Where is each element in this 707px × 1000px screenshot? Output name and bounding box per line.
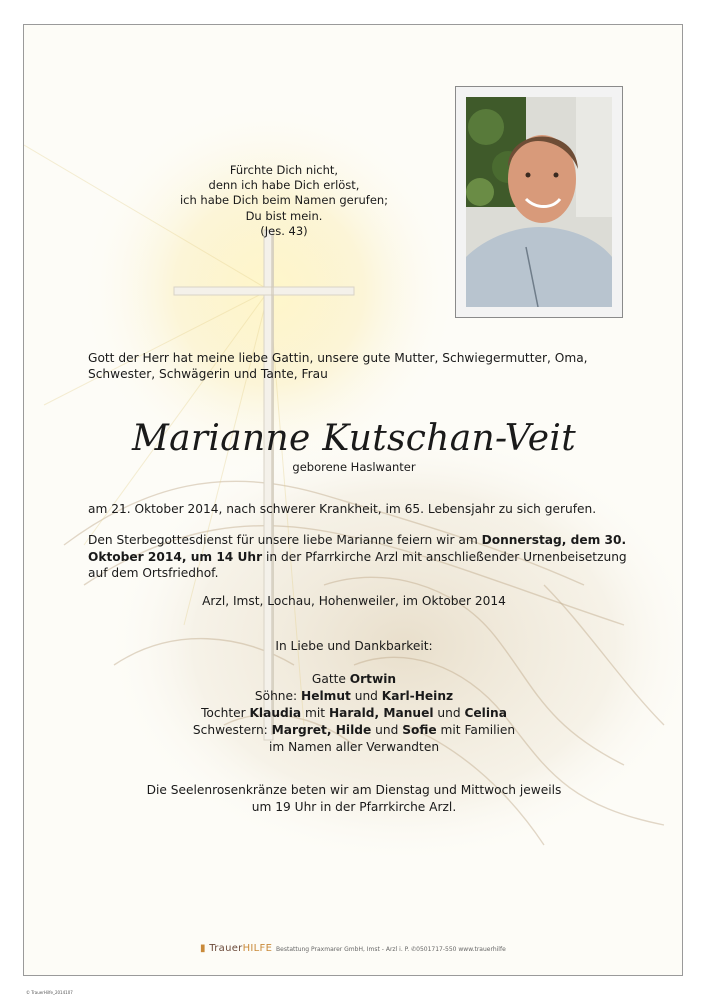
intro-text: Gott der Herr hat meine liebe Gattin, unsere gute Mutter, Schwiegermutter, Oma, Schwester, Schwägerin und Tante, Frau: [88, 351, 588, 381]
sisters-line: [24, 722, 683, 739]
service-text: Den Sterbegottesdienst für unsere liebe Marianne feiern wir am: [88, 533, 482, 547]
label: mit: [301, 706, 329, 720]
label: und: [371, 723, 403, 737]
copyright-note: © TrauerHilfe_2014107: [26, 990, 73, 995]
daughter-line: [24, 705, 683, 722]
thanks-heading: In Liebe und Dankbarkeit:: [275, 639, 433, 653]
label: Tochter: [201, 706, 250, 720]
logo-text: HILFE: [242, 943, 273, 954]
trauerhilfe-logo: [200, 943, 272, 954]
bible-verse: [174, 163, 394, 239]
rosary-line: Die Seelenrosenkränze beten wir am Dienstag und Mittwoch jeweils: [146, 783, 562, 797]
name: Margret, Hilde: [271, 723, 372, 737]
place-and-date: Arzl, Imst, Lochau, Hohenweiler, im Oktober 2014: [202, 594, 506, 608]
footer-contact: Bestattung Praxmarer GmbH, Imst - Arzl i. P. ✆0501717-550 www.trauerhilfe: [276, 946, 506, 953]
verse-reference: (Jes. 43): [260, 223, 308, 238]
service-text: in der Pfarrkirche Arzl mit anschließender Urnenbeisetzung auf dem Ortsfriedhof.: [88, 549, 627, 580]
portrait-image: [466, 97, 612, 307]
obituary-card: [23, 24, 683, 976]
name: Sofie: [402, 723, 437, 737]
label: Gatte: [311, 672, 350, 686]
logo-text: Trauer: [209, 943, 243, 954]
verse-line: Du bist mein.: [245, 208, 323, 223]
name: Klaudia: [249, 706, 302, 720]
sons-line: [24, 688, 683, 705]
verse-line: Fürchte Dich nicht,: [229, 163, 339, 177]
label: mit Familien: [436, 723, 516, 737]
name: Celina: [464, 706, 507, 720]
logo-flame-icon: ▮: [200, 943, 206, 954]
funeral-service-text: [88, 532, 648, 582]
verse-line: ich habe Dich beim Namen gerufen;: [179, 193, 389, 208]
label: und: [433, 706, 465, 720]
funeral-home-footer: [200, 944, 506, 955]
verse-line: denn ich habe Dich erlöst,: [208, 178, 360, 193]
name: Ortwin: [349, 672, 397, 686]
death-notice: am 21. Oktober 2014, nach schwerer Krankheit, im 65. Lebensjahr zu sich gerufen.: [88, 502, 597, 516]
maiden-name: geborene Haslwanter: [292, 460, 416, 474]
deceased-portrait: [455, 86, 623, 318]
service-date: Donnerstag, dem 30. Oktober 2014, um 14 Uhr: [88, 533, 627, 564]
label: Schwestern:: [192, 723, 272, 737]
deceased-name: Marianne Kutschan-Veit: [132, 418, 576, 459]
husband-line: [24, 671, 683, 688]
name: Harald, Manuel: [328, 706, 434, 720]
rosary-notice: [24, 782, 683, 815]
name: Helmut: [301, 689, 351, 703]
mourners-list: [24, 671, 683, 756]
name: Karl-Heinz: [381, 689, 454, 703]
relatives-line: im Namen aller Verwandten: [268, 740, 440, 754]
label: und: [350, 689, 382, 703]
rosary-line: um 19 Uhr in der Pfarrkirche Arzl.: [251, 799, 457, 814]
label: Söhne:: [254, 689, 301, 703]
